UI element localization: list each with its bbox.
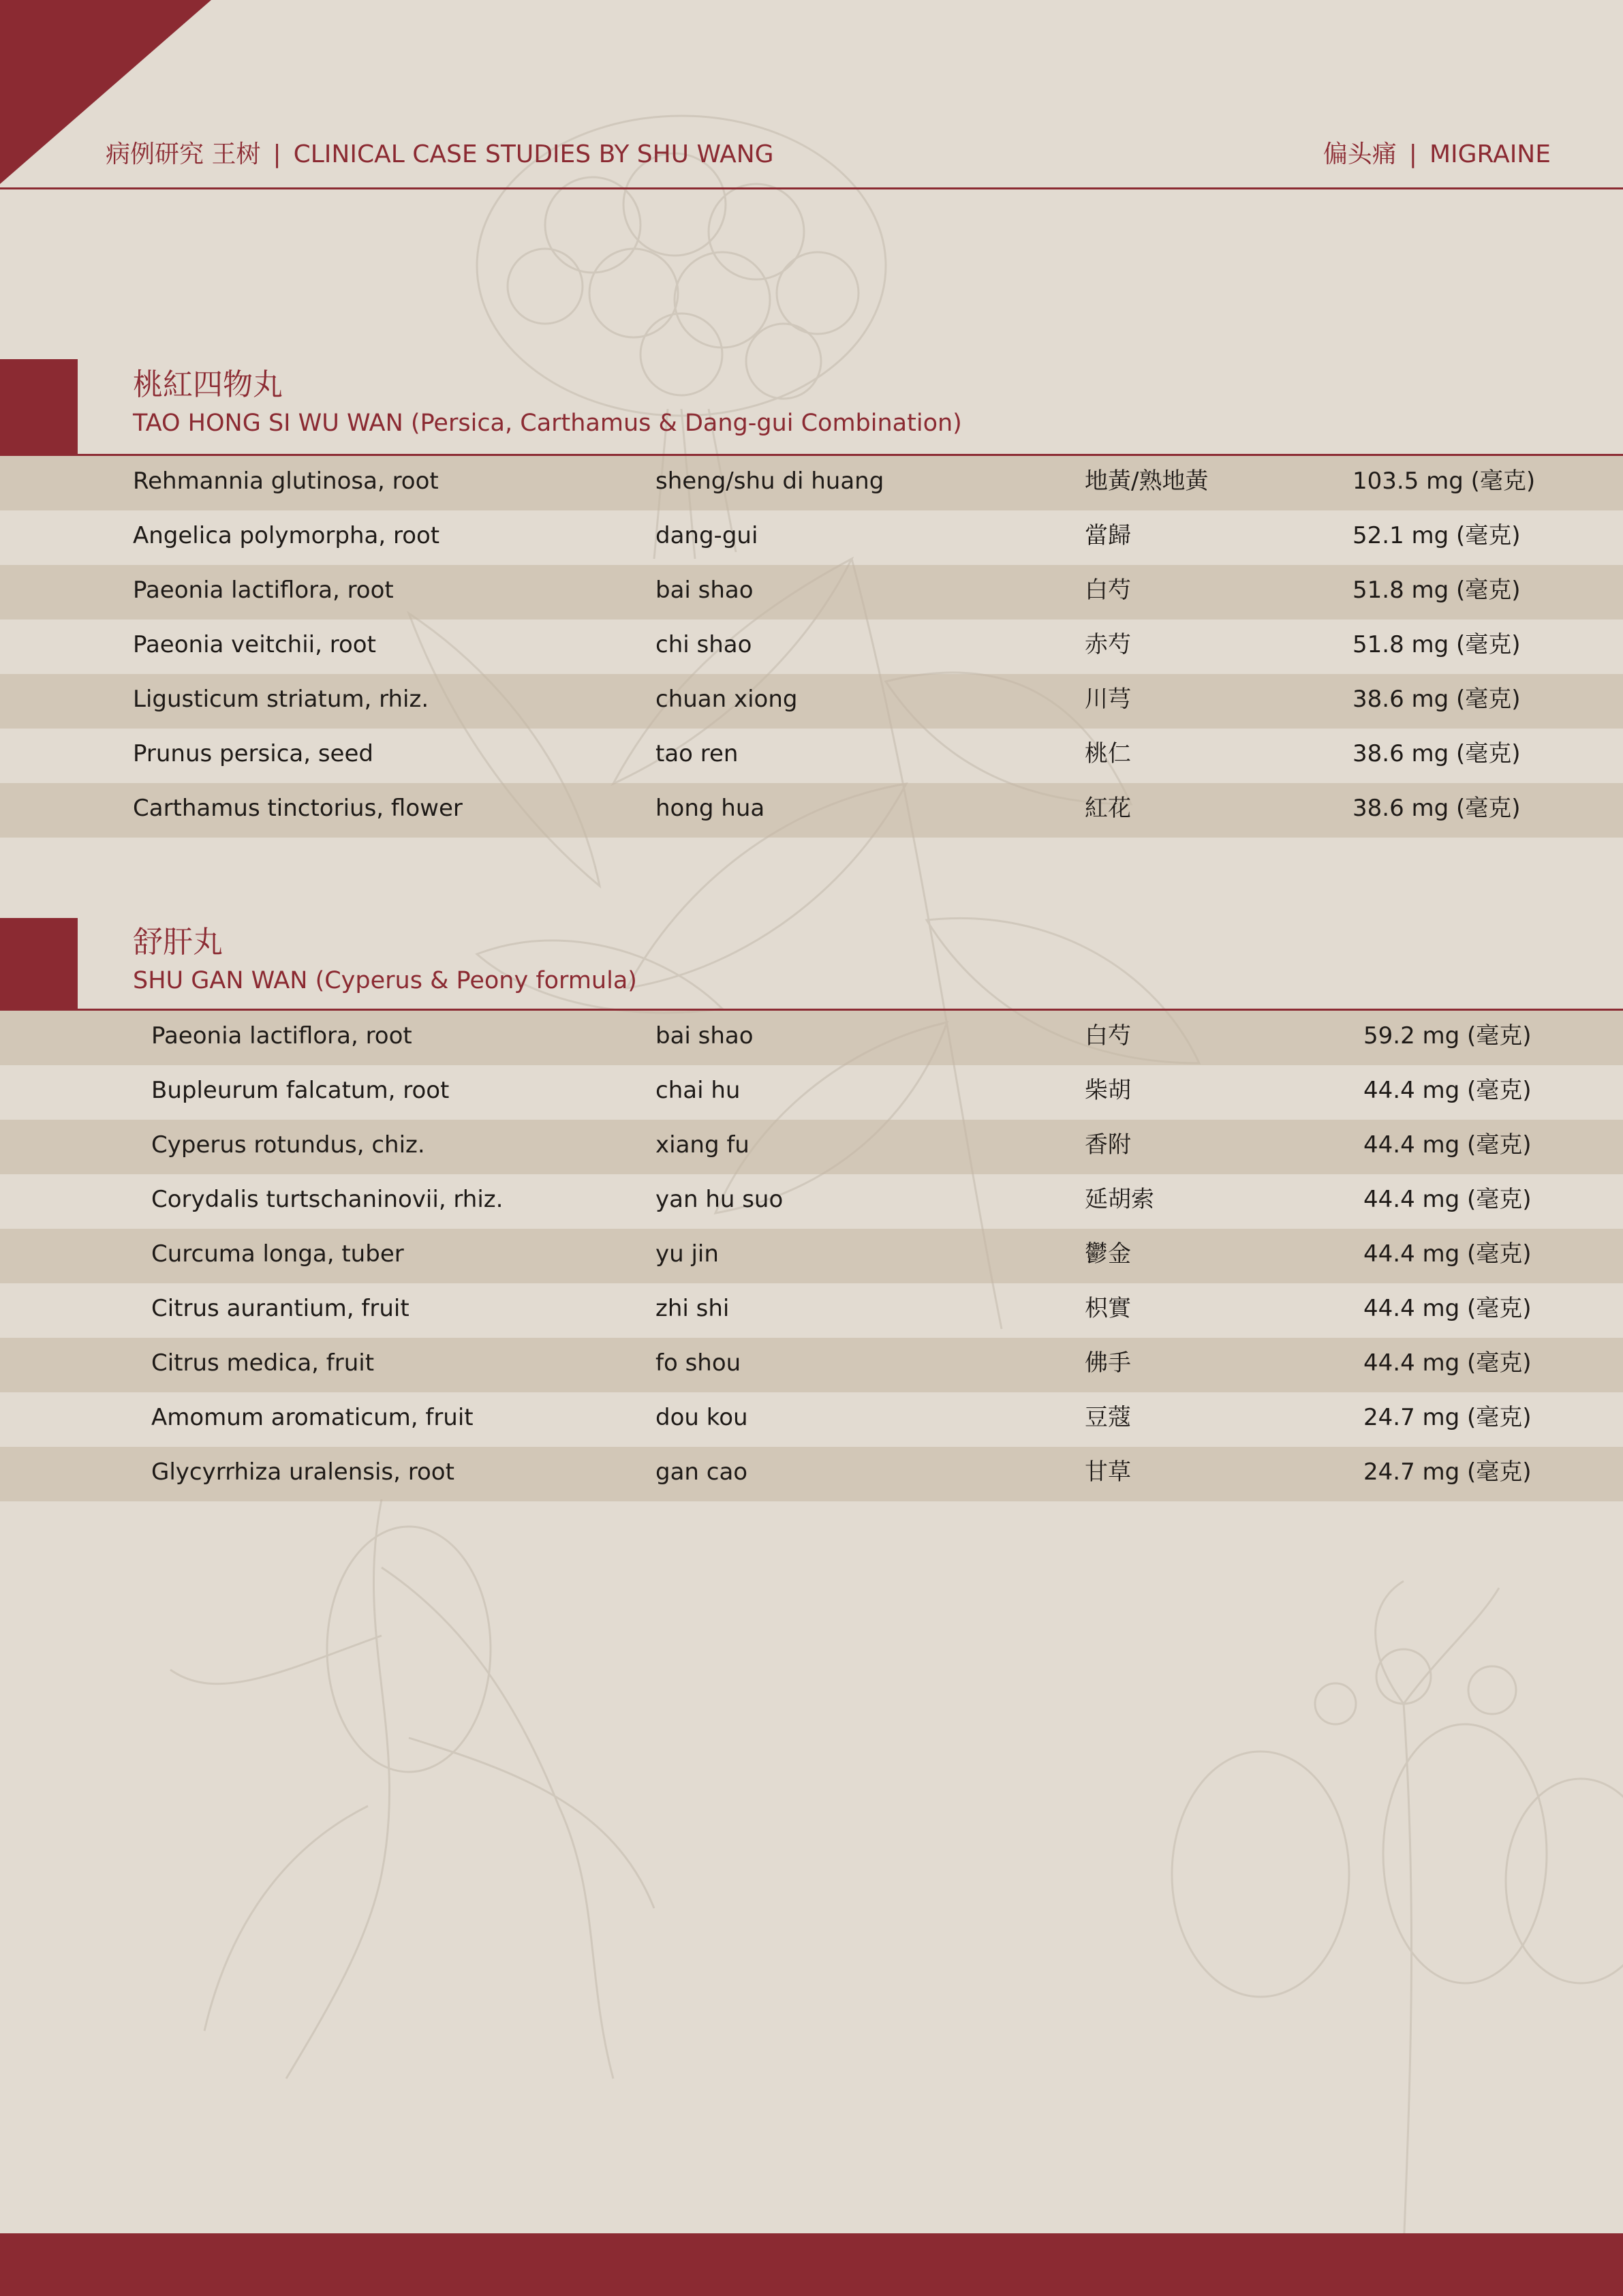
pinyin-name: bai shao — [655, 1022, 754, 1050]
pinyin-name: chai hu — [655, 1077, 741, 1104]
dosage: 24.7 mg (毫克) — [1363, 1404, 1532, 1431]
section-title-cn: 桃紅四物丸 — [133, 367, 283, 402]
table-row — [0, 1174, 1623, 1229]
header-left-cn: 病例研究 王树 — [106, 140, 261, 168]
dosage: 44.4 mg (毫克) — [1363, 1077, 1532, 1104]
table-row — [0, 565, 1623, 619]
pinyin-name: chi shao — [655, 631, 752, 658]
dosage: 44.4 mg (毫克) — [1363, 1240, 1532, 1268]
table-row — [0, 674, 1623, 729]
latin-name: Paeonia lactiflora, root — [151, 1022, 412, 1050]
pinyin-name: bai shao — [655, 577, 754, 604]
table-row — [0, 1011, 1623, 1065]
latin-name: Curcuma longa, tuber — [151, 1240, 404, 1268]
table-row — [0, 510, 1623, 565]
dosage: 59.2 mg (毫克) — [1363, 1022, 1532, 1050]
latin-name: Paeonia veitchii, root — [133, 631, 376, 658]
chinese-name: 紅花 — [1085, 795, 1131, 822]
latin-name: Bupleurum falcatum, root — [151, 1077, 450, 1104]
header-separator: | — [1408, 140, 1417, 168]
chinese-name: 白芍 — [1085, 1022, 1131, 1050]
dosage: 38.6 mg (毫克) — [1352, 686, 1521, 713]
dosage: 51.8 mg (毫克) — [1352, 577, 1521, 604]
table-row — [0, 783, 1623, 838]
table-row — [0, 1447, 1623, 1501]
pinyin-name: dang-gui — [655, 522, 758, 549]
section-title-en: TAO HONG SI WU WAN (Persica, Carthamus & Dang-gui Combination) — [133, 410, 962, 437]
chinese-name: 白芍 — [1085, 577, 1131, 604]
table-row — [0, 1120, 1623, 1174]
pinyin-name: xiang fu — [655, 1131, 749, 1159]
footer-band — [0, 2233, 1623, 2296]
latin-name: Carthamus tinctorius, flower — [133, 795, 463, 822]
ingredient-table — [0, 1011, 1623, 1501]
ingredient-table — [0, 456, 1623, 838]
pinyin-name: zhi shi — [655, 1295, 730, 1322]
latin-name: Corydalis turtschaninovii, rhiz. — [151, 1186, 504, 1213]
dosage: 38.6 mg (毫克) — [1352, 740, 1521, 767]
header-topic — [1323, 135, 1551, 170]
chinese-name: 豆蔻 — [1085, 1404, 1131, 1431]
pinyin-name: hong hua — [655, 795, 765, 822]
chinese-name: 當歸 — [1085, 522, 1131, 549]
chinese-name: 桃仁 — [1085, 740, 1131, 767]
table-row — [0, 1392, 1623, 1447]
dosage: 103.5 mg (毫克) — [1352, 468, 1536, 495]
pinyin-name: fo shou — [655, 1349, 741, 1377]
header-left-en: CLINICAL CASE STUDIES BY SHU WANG — [293, 140, 774, 168]
chinese-name: 地黃/熟地黃 — [1085, 468, 1209, 495]
latin-name: Angelica polymorpha, root — [133, 522, 440, 549]
dosage: 38.6 mg (毫克) — [1352, 795, 1521, 822]
table-row — [0, 456, 1623, 510]
chinese-name: 延胡索 — [1085, 1186, 1154, 1213]
latin-name: Amomum aromaticum, fruit — [151, 1404, 474, 1431]
latin-name: Citrus aurantium, fruit — [151, 1295, 409, 1322]
chinese-name: 鬱金 — [1085, 1240, 1131, 1268]
section-title-en: SHU GAN WAN (Cyperus & Peony formula) — [133, 967, 637, 994]
chinese-name: 赤芍 — [1085, 631, 1131, 658]
chinese-name: 柴胡 — [1085, 1077, 1131, 1104]
table-row — [0, 1283, 1623, 1338]
header-separator: | — [273, 140, 281, 168]
latin-name: Glycyrrhiza uralensis, root — [151, 1458, 454, 1486]
table-row — [0, 1229, 1623, 1283]
chinese-name: 枳實 — [1085, 1295, 1131, 1322]
pinyin-name: tao ren — [655, 740, 739, 767]
section-title-cn: 舒肝丸 — [133, 925, 223, 960]
table-row — [0, 619, 1623, 674]
pinyin-name: chuan xiong — [655, 686, 798, 713]
dosage: 44.4 mg (毫克) — [1363, 1295, 1532, 1322]
table-row — [0, 1338, 1623, 1392]
pinyin-name: yu jin — [655, 1240, 719, 1268]
latin-name: Ligusticum striatum, rhiz. — [133, 686, 429, 713]
dosage: 51.8 mg (毫克) — [1352, 631, 1521, 658]
pinyin-name: sheng/shu di huang — [655, 468, 884, 495]
chinese-name: 香附 — [1085, 1131, 1131, 1159]
table-row — [0, 1065, 1623, 1120]
section-marker — [0, 359, 78, 456]
dosage: 24.7 mg (毫克) — [1363, 1458, 1532, 1486]
header-title — [106, 135, 774, 170]
latin-name: Paeonia lactiflora, root — [133, 577, 394, 604]
pinyin-name: dou kou — [655, 1404, 748, 1431]
pinyin-name: yan hu suo — [655, 1186, 784, 1213]
section-marker — [0, 918, 78, 1011]
header-right-en: MIGRAINE — [1429, 140, 1551, 168]
table-row — [0, 729, 1623, 783]
dosage: 44.4 mg (毫克) — [1363, 1349, 1532, 1377]
header-divider — [0, 187, 1623, 189]
latin-name: Cyperus rotundus, chiz. — [151, 1131, 425, 1159]
dosage: 44.4 mg (毫克) — [1363, 1131, 1532, 1159]
pinyin-name: gan cao — [655, 1458, 748, 1486]
dosage: 52.1 mg (毫克) — [1352, 522, 1521, 549]
latin-name: Rehmannia glutinosa, root — [133, 468, 439, 495]
latin-name: Prunus persica, seed — [133, 740, 373, 767]
chinese-name: 甘草 — [1085, 1458, 1131, 1486]
latin-name: Citrus medica, fruit — [151, 1349, 375, 1377]
dosage: 44.4 mg (毫克) — [1363, 1186, 1532, 1213]
chinese-name: 川芎 — [1085, 686, 1131, 713]
header-right-cn: 偏头痛 — [1323, 140, 1397, 168]
chinese-name: 佛手 — [1085, 1349, 1131, 1377]
